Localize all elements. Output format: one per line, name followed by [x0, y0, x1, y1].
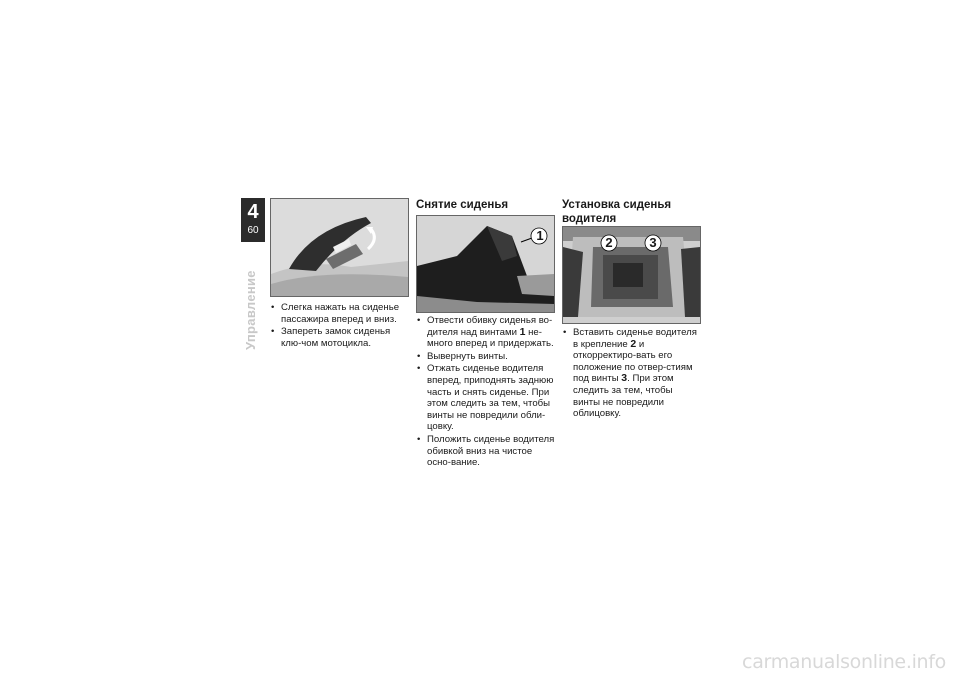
chapter-side-label: Управление — [243, 270, 258, 350]
chapter-number: 4 — [247, 201, 259, 223]
passenger-seat-photo — [270, 198, 409, 297]
seat-mount-photo — [562, 226, 701, 324]
callout-3: 3 — [649, 235, 657, 250]
column-2-text — [416, 315, 556, 470]
watermark-link[interactable]: carmanualsonline.info — [742, 651, 946, 673]
instruction-list — [562, 327, 702, 420]
list-item-text: и откорректиро-вать его положение по отвер-стиям под винты — [573, 338, 693, 385]
list-item: • Вывернуть винты. — [416, 351, 556, 363]
chapter-tab — [241, 198, 265, 242]
column-1-text — [270, 302, 410, 350]
list-item: • Положить сиденье водителя обивкой вниз на чистое осно-вание. — [416, 434, 556, 469]
callout-1: 1 — [536, 228, 544, 243]
section-heading-remove-seat: Снятие сиденья — [416, 199, 509, 211]
list-item: • Отжать сиденье водителя вперед, приподнять заднюю часть и снять сиденье. При этом следить за тем, чтобы винты не повредили обли-цовку. — [416, 363, 556, 433]
callout-2: 2 — [605, 235, 613, 250]
list-item — [416, 315, 556, 350]
section-heading-install-seat: Установка сиденья водителя — [562, 199, 672, 225]
list-item: • Слегка нажать на сиденье пассажира вперед и вниз. — [270, 302, 410, 325]
list-item — [562, 327, 702, 420]
column-3-text — [562, 327, 702, 421]
rider-seat-photo — [416, 215, 555, 313]
ref-number: 1 — [519, 325, 526, 338]
list-item-text: не-много вперед и придержать. — [427, 326, 554, 350]
ref-number: 2 — [630, 337, 637, 350]
instruction-list — [416, 315, 556, 469]
list-item-text: . При этом следить за тем, чтобы винты не повредили облицовку. — [573, 373, 674, 420]
instruction-list — [270, 302, 410, 349]
list-item-text: Отвести обивку сиденья во-дителя над винтами — [427, 315, 553, 338]
list-item-text: Вставить сиденье водителя в крепление — [573, 327, 697, 350]
ref-number: 3 — [621, 372, 628, 385]
page-number: 60 — [247, 225, 259, 236]
list-item: • Запереть замок сиденья клю-чом мотоцикла. — [270, 326, 410, 349]
